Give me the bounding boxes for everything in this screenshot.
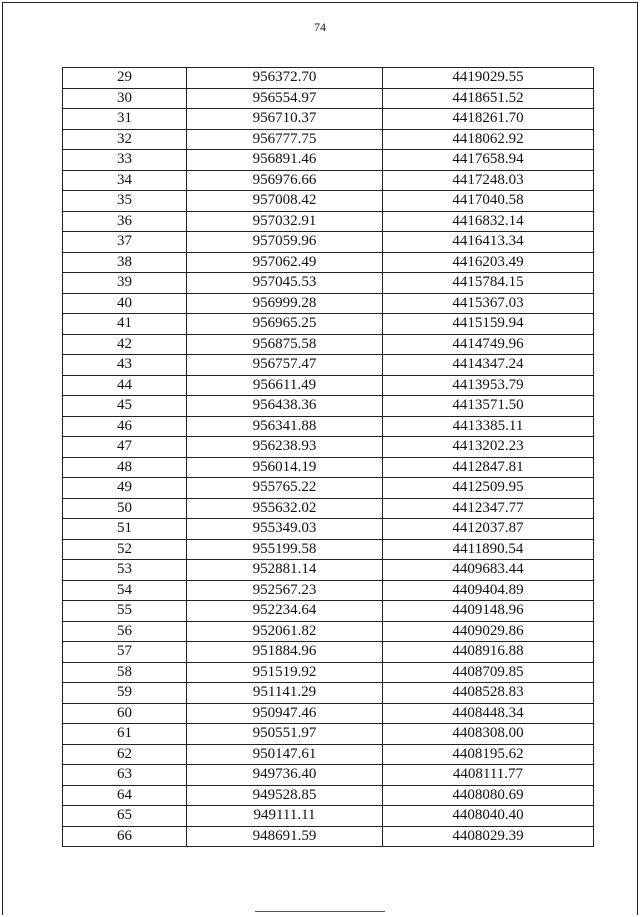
y-coordinate-cell: 4415159.94 <box>383 314 594 335</box>
table-row <box>63 375 594 396</box>
table-row <box>63 129 594 150</box>
table-row <box>63 334 594 355</box>
table-row <box>63 191 594 212</box>
x-coordinate-cell: 951884.96 <box>187 642 383 663</box>
point-number-cell: 61 <box>63 724 187 745</box>
table-row <box>63 150 594 171</box>
table-row <box>63 683 594 704</box>
point-number-cell: 42 <box>63 334 187 355</box>
x-coordinate-cell: 955199.58 <box>187 539 383 560</box>
point-number-cell: 30 <box>63 88 187 109</box>
table-row <box>63 826 594 847</box>
y-coordinate-cell: 4408916.88 <box>383 642 594 663</box>
table-row <box>63 785 594 806</box>
y-coordinate-cell: 4411890.54 <box>383 539 594 560</box>
x-coordinate-cell: 956341.88 <box>187 416 383 437</box>
table-row <box>63 601 594 622</box>
x-coordinate-cell: 956965.25 <box>187 314 383 335</box>
y-coordinate-cell: 4408029.39 <box>383 826 594 847</box>
y-coordinate-cell: 4409683.44 <box>383 560 594 581</box>
table-row <box>63 478 594 499</box>
y-coordinate-cell: 4409029.86 <box>383 621 594 642</box>
y-coordinate-cell: 4408040.40 <box>383 806 594 827</box>
x-coordinate-cell: 956891.46 <box>187 150 383 171</box>
y-coordinate-cell: 4416413.34 <box>383 232 594 253</box>
point-number-cell: 52 <box>63 539 187 560</box>
point-number-cell: 43 <box>63 355 187 376</box>
table-row <box>63 396 594 417</box>
table-row <box>63 109 594 130</box>
x-coordinate-cell: 957045.53 <box>187 273 383 294</box>
y-coordinate-cell: 4408528.83 <box>383 683 594 704</box>
table-row <box>63 68 594 89</box>
y-coordinate-cell: 4418261.70 <box>383 109 594 130</box>
x-coordinate-cell: 956372.70 <box>187 68 383 89</box>
table-row <box>63 314 594 335</box>
y-coordinate-cell: 4408080.69 <box>383 785 594 806</box>
point-number-cell: 39 <box>63 273 187 294</box>
y-coordinate-cell: 4416203.49 <box>383 252 594 273</box>
y-coordinate-cell: 4413571.50 <box>383 396 594 417</box>
point-number-cell: 29 <box>63 68 187 89</box>
y-coordinate-cell: 4417040.58 <box>383 191 594 212</box>
x-coordinate-cell: 949528.85 <box>187 785 383 806</box>
point-number-cell: 41 <box>63 314 187 335</box>
point-number-cell: 59 <box>63 683 187 704</box>
y-coordinate-cell: 4416832.14 <box>383 211 594 232</box>
x-coordinate-cell: 956238.93 <box>187 437 383 458</box>
table-row <box>63 170 594 191</box>
point-number-cell: 64 <box>63 785 187 806</box>
x-coordinate-cell: 956014.19 <box>187 457 383 478</box>
point-number-cell: 35 <box>63 191 187 212</box>
table-row <box>63 457 594 478</box>
bottom-rule <box>255 911 385 912</box>
x-coordinate-cell: 956999.28 <box>187 293 383 314</box>
table-row <box>63 88 594 109</box>
y-coordinate-cell: 4408111.77 <box>383 765 594 786</box>
table-row <box>63 662 594 683</box>
table-row <box>63 642 594 663</box>
x-coordinate-cell: 956757.47 <box>187 355 383 376</box>
point-number-cell: 38 <box>63 252 187 273</box>
y-coordinate-cell: 4413202.23 <box>383 437 594 458</box>
x-coordinate-cell: 957032.91 <box>187 211 383 232</box>
point-number-cell: 54 <box>63 580 187 601</box>
x-coordinate-cell: 955632.02 <box>187 498 383 519</box>
point-number-cell: 51 <box>63 519 187 540</box>
table-row <box>63 232 594 253</box>
point-number-cell: 44 <box>63 375 187 396</box>
x-coordinate-cell: 952234.64 <box>187 601 383 622</box>
table-row <box>63 273 594 294</box>
x-coordinate-cell: 956976.66 <box>187 170 383 191</box>
coordinates-table-body <box>63 68 594 847</box>
x-coordinate-cell: 956875.58 <box>187 334 383 355</box>
point-number-cell: 46 <box>63 416 187 437</box>
table-row <box>63 765 594 786</box>
table-row <box>63 806 594 827</box>
point-number-cell: 34 <box>63 170 187 191</box>
y-coordinate-cell: 4409148.96 <box>383 601 594 622</box>
point-number-cell: 49 <box>63 478 187 499</box>
table-row <box>63 744 594 765</box>
y-coordinate-cell: 4412509.95 <box>383 478 594 499</box>
y-coordinate-cell: 4413953.79 <box>383 375 594 396</box>
y-coordinate-cell: 4408448.34 <box>383 703 594 724</box>
x-coordinate-cell: 957062.49 <box>187 252 383 273</box>
point-number-cell: 63 <box>63 765 187 786</box>
point-number-cell: 56 <box>63 621 187 642</box>
point-number-cell: 48 <box>63 457 187 478</box>
point-number-cell: 62 <box>63 744 187 765</box>
y-coordinate-cell: 4414749.96 <box>383 334 594 355</box>
y-coordinate-cell: 4408308.00 <box>383 724 594 745</box>
x-coordinate-cell: 950947.46 <box>187 703 383 724</box>
y-coordinate-cell: 4408709.85 <box>383 662 594 683</box>
x-coordinate-cell: 949736.40 <box>187 765 383 786</box>
point-number-cell: 47 <box>63 437 187 458</box>
x-coordinate-cell: 957008.42 <box>187 191 383 212</box>
x-coordinate-cell: 955349.03 <box>187 519 383 540</box>
point-number-cell: 33 <box>63 150 187 171</box>
x-coordinate-cell: 957059.96 <box>187 232 383 253</box>
table-row <box>63 416 594 437</box>
point-number-cell: 53 <box>63 560 187 581</box>
point-number-cell: 40 <box>63 293 187 314</box>
x-coordinate-cell: 952881.14 <box>187 560 383 581</box>
x-coordinate-cell: 951519.92 <box>187 662 383 683</box>
x-coordinate-cell: 952061.82 <box>187 621 383 642</box>
y-coordinate-cell: 4419029.55 <box>383 68 594 89</box>
y-coordinate-cell: 4413385.11 <box>383 416 594 437</box>
y-coordinate-cell: 4412847.81 <box>383 457 594 478</box>
y-coordinate-cell: 4414347.24 <box>383 355 594 376</box>
table-row <box>63 498 594 519</box>
x-coordinate-cell: 952567.23 <box>187 580 383 601</box>
x-coordinate-cell: 948691.59 <box>187 826 383 847</box>
point-number-cell: 58 <box>63 662 187 683</box>
y-coordinate-cell: 4418651.52 <box>383 88 594 109</box>
point-number-cell: 45 <box>63 396 187 417</box>
y-coordinate-cell: 4412347.77 <box>383 498 594 519</box>
table-row <box>63 621 594 642</box>
table-row <box>63 580 594 601</box>
y-coordinate-cell: 4408195.62 <box>383 744 594 765</box>
point-number-cell: 37 <box>63 232 187 253</box>
table-row <box>63 519 594 540</box>
y-coordinate-cell: 4412037.87 <box>383 519 594 540</box>
page-number: 74 <box>314 20 326 34</box>
y-coordinate-cell: 4417658.94 <box>383 150 594 171</box>
point-number-cell: 60 <box>63 703 187 724</box>
x-coordinate-cell: 950551.97 <box>187 724 383 745</box>
table-row <box>63 437 594 458</box>
y-coordinate-cell: 4415367.03 <box>383 293 594 314</box>
table-row <box>63 293 594 314</box>
y-coordinate-cell: 4418062.92 <box>383 129 594 150</box>
table-row <box>63 539 594 560</box>
point-number-cell: 66 <box>63 826 187 847</box>
point-number-cell: 57 <box>63 642 187 663</box>
x-coordinate-cell: 956554.97 <box>187 88 383 109</box>
table-row <box>63 355 594 376</box>
y-coordinate-cell: 4417248.03 <box>383 170 594 191</box>
point-number-cell: 50 <box>63 498 187 519</box>
y-coordinate-cell: 4415784.15 <box>383 273 594 294</box>
table-row <box>63 724 594 745</box>
point-number-cell: 55 <box>63 601 187 622</box>
x-coordinate-cell: 955765.22 <box>187 478 383 499</box>
x-coordinate-cell: 956710.37 <box>187 109 383 130</box>
y-coordinate-cell: 4409404.89 <box>383 580 594 601</box>
x-coordinate-cell: 956438.36 <box>187 396 383 417</box>
table-row <box>63 560 594 581</box>
table-row <box>63 252 594 273</box>
table-row <box>63 211 594 232</box>
coordinates-table <box>62 67 594 847</box>
x-coordinate-cell: 949111.11 <box>187 806 383 827</box>
x-coordinate-cell: 950147.61 <box>187 744 383 765</box>
x-coordinate-cell: 951141.29 <box>187 683 383 704</box>
point-number-cell: 32 <box>63 129 187 150</box>
point-number-cell: 31 <box>63 109 187 130</box>
point-number-cell: 36 <box>63 211 187 232</box>
point-number-cell: 65 <box>63 806 187 827</box>
x-coordinate-cell: 956777.75 <box>187 129 383 150</box>
table-row <box>63 703 594 724</box>
x-coordinate-cell: 956611.49 <box>187 375 383 396</box>
